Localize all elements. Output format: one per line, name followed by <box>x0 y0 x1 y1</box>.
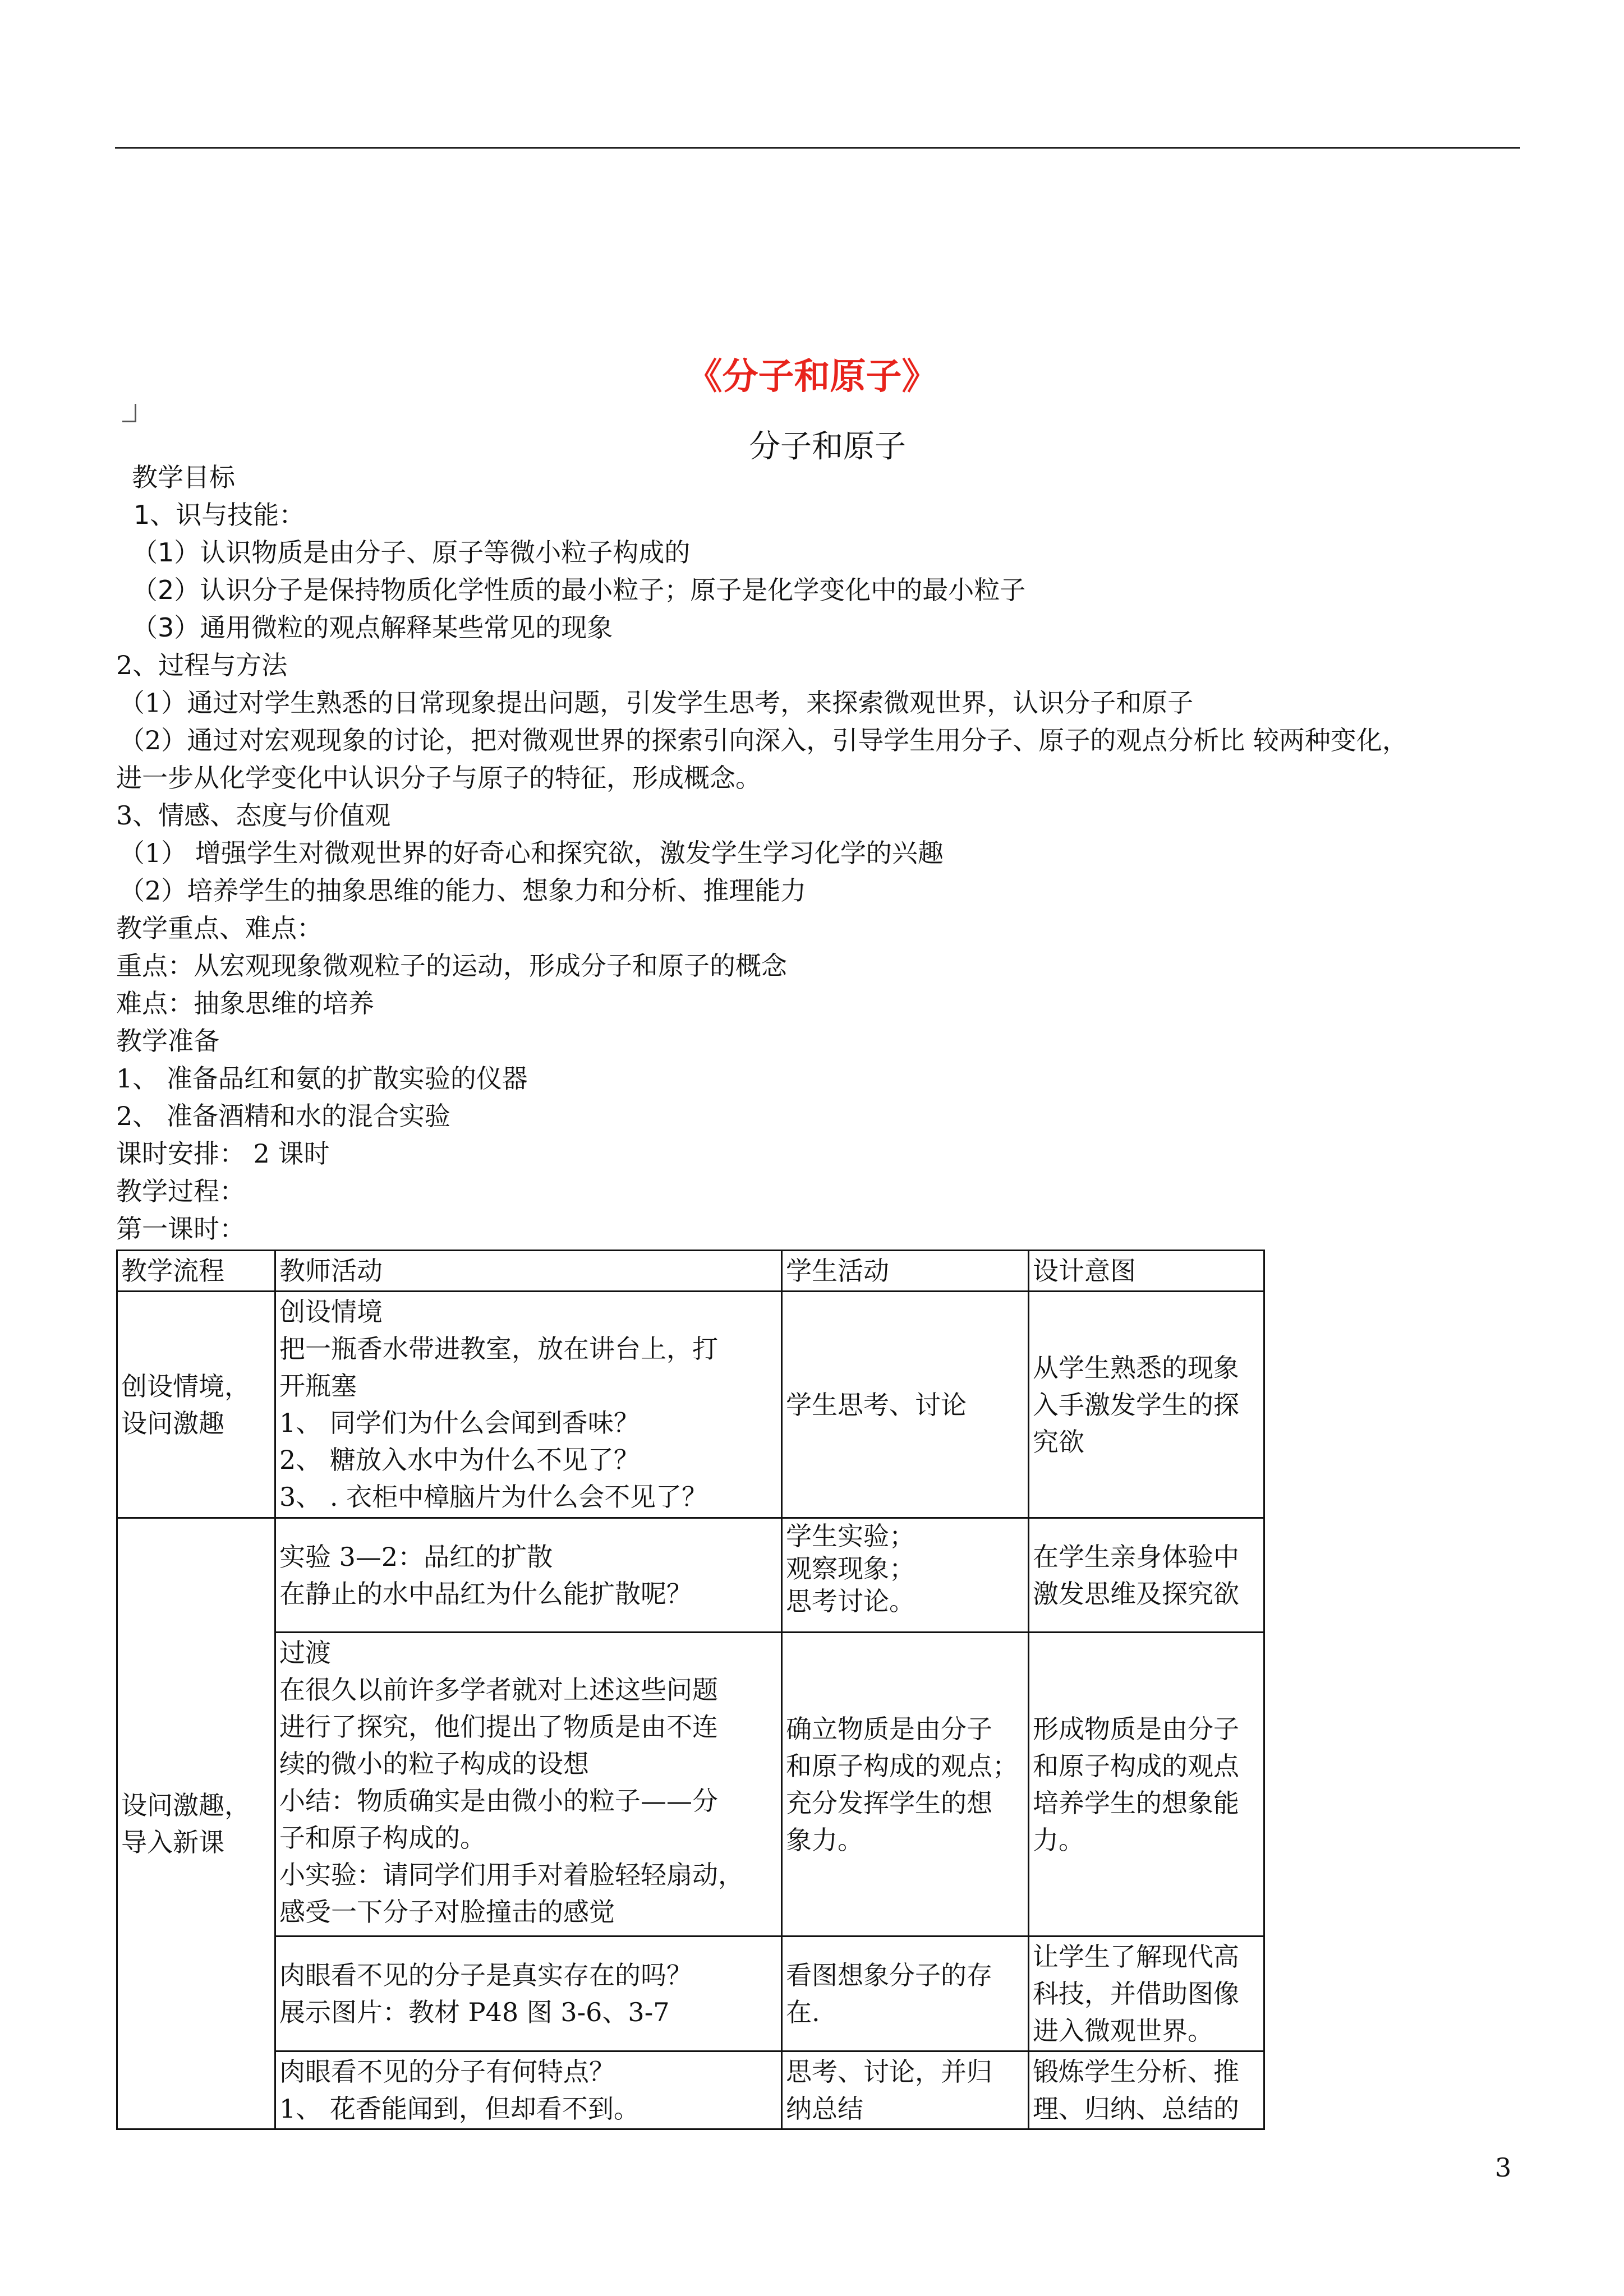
teacher-cell <box>275 1292 782 1518</box>
cell-text: 象力。 <box>786 1824 863 1855</box>
cell-text: 进入微观世界。 <box>1033 2016 1213 2046</box>
text-line: 教学目标 <box>132 462 235 492</box>
cell-text: 实验 3—2：品红的扩散 <box>279 1541 553 1572</box>
cell-text: 看图想象分子的存 <box>786 1960 992 1990</box>
cell-text: 确立物质是由分子 <box>786 1713 992 1744</box>
cell-text: 续的微小的粒子构成的设想 <box>279 1749 589 1779</box>
flow-cell <box>117 1518 275 2129</box>
text-line: 难点：抽象思维的培养 <box>116 988 374 1018</box>
table-header: 设计意图 <box>1029 1251 1264 1292</box>
cell-text: 展示图片：教材 P48 图 3-6、3-7 <box>279 1997 670 2027</box>
cell-text: 3、 . 衣柜中樟脑片为什么会不见了？ <box>279 1482 708 1512</box>
cell-text: 从学生熟悉的现象 <box>1033 1352 1239 1383</box>
text-line: （2）培养学生的抽象思维的能力、想象力和分析、推理能力 <box>119 875 807 906</box>
text-line: 教学过程： <box>116 1176 245 1206</box>
cell-text: 理、归纳、总结的 <box>1033 2094 1239 2124</box>
table-row <box>117 1937 1264 2051</box>
intent-cell <box>1029 2051 1264 2129</box>
cell-text: 在. <box>786 1997 820 2027</box>
cell-text: 感受一下分子对脸撞击的感觉 <box>279 1897 615 1927</box>
table-row <box>117 1292 1264 1518</box>
student-cell <box>782 1292 1029 1518</box>
document-title: 《分子和原子》 <box>686 356 938 398</box>
table-row <box>117 1518 1264 1633</box>
cell-text: 创设情境， <box>121 1371 250 1401</box>
header-rule <box>115 147 1520 149</box>
text-line: 教学准备 <box>116 1026 219 1056</box>
text-line: 课时安排： 2 课时 <box>116 1138 330 1169</box>
text-line: （2）认识分子是保持物质化学性质的最小粒子；原子是化学变化中的最小粒子 <box>132 575 1026 605</box>
cell-text: 子和原子构成的。 <box>279 1823 486 1853</box>
cell-text: 学生实验； <box>786 1521 915 1551</box>
cell-text: 1、 同学们为什么会闻到香味？ <box>279 1408 640 1438</box>
cell-text: 究欲 <box>1033 1426 1084 1457</box>
cell-text: 让学生了解现代高 <box>1033 1942 1239 1972</box>
text-line: （1） 增强学生对微观世界的好奇心和探究欲，激发学生学习化学的兴趣 <box>119 838 944 868</box>
cell-text: 小结：物质确实是由微小的粒子——分 <box>279 1786 718 1816</box>
cell-text: 创设情境 <box>279 1297 383 1327</box>
text-line: 3、情感、态度与价值观 <box>116 800 391 831</box>
table-header: 学生活动 <box>782 1251 1029 1292</box>
cell-text: 激发思维及探究欲 <box>1033 1578 1239 1609</box>
text-line: 2、 准备酒精和水的混合实验 <box>116 1101 450 1131</box>
cell-text: 力。 <box>1033 1824 1084 1855</box>
document-subtitle: 分子和原子 <box>749 428 906 465</box>
lesson-table <box>116 1250 1265 2130</box>
student-cell <box>782 1518 1029 1633</box>
intent-cell <box>1029 1292 1264 1518</box>
cell-text: 在学生亲身体验中 <box>1033 1541 1239 1572</box>
cell-text: 过渡 <box>279 1638 331 1668</box>
intent-cell <box>1029 1633 1264 1937</box>
cell-text: 设问激趣， <box>121 1790 250 1820</box>
cell-text: 观察现象； <box>786 1553 915 1584</box>
cell-text: 和原子构成的观点； <box>786 1750 1018 1781</box>
page-number: 3 <box>1495 2152 1512 2183</box>
text-line: 教学重点、难点： <box>116 913 323 943</box>
cell-text: 小实验：请同学们用手对着脸轻轻扇动， <box>279 1860 744 1890</box>
text-line: （3）通用微粒的观点解释某些常见的现象 <box>132 612 613 643</box>
student-cell <box>782 1937 1029 2051</box>
student-cell <box>782 2051 1029 2129</box>
cell-text: 肉眼看不见的分子是真实存在的吗？ <box>279 1960 692 1990</box>
student-cell <box>782 1633 1029 1937</box>
table-row <box>117 2051 1264 2129</box>
cell-text: 2、 糖放入水中为什么不见了？ <box>279 1445 640 1475</box>
cell-text: 思考、讨论，并归 <box>786 2057 992 2087</box>
teacher-cell <box>275 1518 782 1633</box>
corner-mark <box>122 404 136 422</box>
text-line: （1）通过对学生熟悉的日常现象提出问题，引发学生思考，来探索微观世界，认识分子和原子 <box>119 688 1194 718</box>
cell-text: 肉眼看不见的分子有何特点？ <box>279 2057 615 2087</box>
flow-cell <box>117 1292 275 1518</box>
cell-text: 和原子构成的观点 <box>1033 1750 1239 1781</box>
cell-text: 充分发挥学生的想 <box>786 1787 992 1818</box>
cell-text: 纳总结 <box>786 2094 863 2124</box>
cell-text: 科技，并借助图像 <box>1033 1979 1239 2009</box>
cell-text: 培养学生的想象能 <box>1033 1787 1239 1818</box>
table-header: 教学流程 <box>117 1251 275 1292</box>
table-header: 教师活动 <box>275 1251 782 1292</box>
cell-text: 把一瓶香水带进教室，放在讲台上，打 <box>279 1334 718 1364</box>
text-line: 进一步从化学变化中认识分子与原子的特征，形成概念。 <box>116 763 761 793</box>
teacher-cell <box>275 2051 782 2129</box>
text-line: 1、 准备品红和氨的扩散实验的仪器 <box>116 1063 528 1094</box>
intent-cell <box>1029 1937 1264 2051</box>
text-line: 1、识与技能： <box>134 500 305 530</box>
cell-text: 形成物质是由分子 <box>1033 1713 1239 1744</box>
teacher-cell <box>275 1937 782 2051</box>
cell-text: 锻炼学生分析、推 <box>1033 2057 1239 2087</box>
cell-text: 入手激发学生的探 <box>1033 1389 1239 1420</box>
cell-text: 思考讨论。 <box>786 1586 915 1616</box>
intent-cell <box>1029 1518 1264 1633</box>
cell-text: 在静止的水中品红为什么能扩散呢？ <box>279 1578 692 1609</box>
cell-text: 开瓶塞 <box>279 1371 357 1401</box>
table-row <box>117 1633 1264 1937</box>
cell-text: 导入新课 <box>121 1827 224 1857</box>
teacher-cell <box>275 1633 782 1937</box>
text-line: （2）通过对宏观现象的讨论，把对微观世界的探索引向深入，引导学生用分子、原子的观点分析比 较两种变化， <box>119 725 1408 755</box>
text-line: 2、过程与方法 <box>116 650 288 680</box>
cell-text: 1、 花香能闻到，但却看不到。 <box>279 2094 640 2124</box>
cell-text: 设问激趣 <box>121 1408 224 1439</box>
table-header-row <box>117 1251 1264 1292</box>
text-line: 第一课时： <box>116 1214 245 1244</box>
cell-text: 进行了探究，他们提出了物质是由不连 <box>279 1712 718 1742</box>
text-line: （1）认识物质是由分子、原子等微小粒子构成的 <box>132 537 691 568</box>
cell-text: 学生思考、讨论 <box>786 1389 967 1420</box>
cell-text: 在很久以前许多学者就对上述这些问题 <box>279 1675 718 1705</box>
text-line: 重点：从宏观现象微观粒子的运动，形成分子和原子的概念 <box>116 951 787 981</box>
